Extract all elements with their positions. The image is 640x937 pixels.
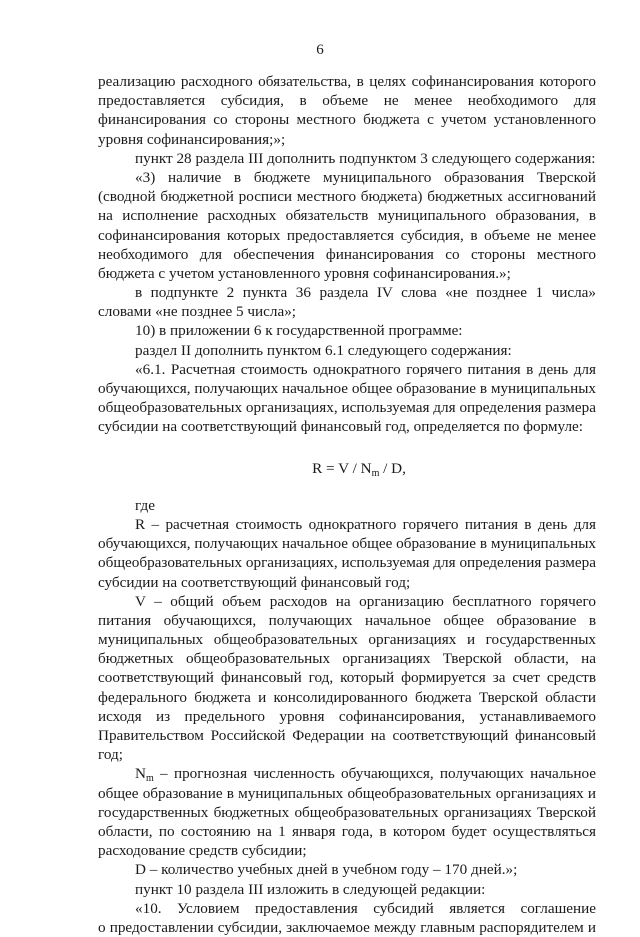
text-line: год; — [98, 746, 123, 764]
text-line: (сводной бюджетной росписи местного бюджета) бюджетных ассигнований — [98, 188, 596, 206]
subscript: m — [145, 773, 154, 784]
text-line: пункт 28 раздела III дополнить подпунктом 3 следующего содержания: — [135, 149, 596, 167]
text-line: общеобразовательных организациях, используемая для определения размера — [98, 554, 596, 572]
text-line — [98, 764, 596, 783]
document-body — [98, 72, 596, 937]
text-line: исходя из предельного уровня софинансирования, устанавливаемого — [98, 707, 596, 725]
text-line: на исполнение расходных обязательств муниципального образования, в — [98, 207, 596, 225]
text-line: софинансирования которых предоставляется субсидия, в объеме не менее — [98, 226, 596, 244]
text-line: V – общий объем расходов на организацию бесплатного горячего — [135, 592, 596, 610]
formula-line — [98, 459, 596, 478]
text-line: Правительством Российской Федерации на соответствующий финансовый — [98, 727, 596, 744]
text-line: бюджета с учетом установленного уровня софинансирования.»; — [98, 264, 511, 282]
text-line: обучающихся, получающих начальное общее образование в муниципальных — [98, 380, 596, 397]
text-line: «6.1. Расчетная стоимость однократного горячего питания в день для — [135, 360, 596, 378]
text-line: бюджетных общеобразовательных организациях Тверской области, на — [98, 650, 596, 668]
text-line: субсидии на соответствующий финансовый год; — [98, 573, 411, 591]
text-line: муниципальных общеобразовательных организациях и государственных — [98, 631, 596, 649]
text-line: R – расчетная стоимость однократного горячего питания в день для — [135, 515, 596, 533]
text-line: необходимого для обеспечения финансирования со стороны местного — [98, 245, 596, 263]
text-line: пункт 10 раздела III изложить в следующей редакции: — [135, 880, 486, 898]
text-line: общеобразовательных организациях, используемая для определения размера — [98, 399, 596, 417]
text-line: уровня софинансирования;»; — [98, 130, 286, 148]
text-fragment: / D, — [379, 459, 406, 477]
text-line: федерального бюджета и консолидированного бюджета Тверской области — [98, 688, 596, 706]
text-line: «10. Условием предоставления субсидий является соглашение — [135, 899, 596, 917]
text-fragment: R = V / N — [312, 459, 372, 477]
text-line: обучающихся, получающих начальное общее образование в муниципальных — [98, 535, 596, 553]
text-line: словами «не позднее 5 числа»; — [98, 303, 297, 321]
text-line: общее образование в муниципальных общеобразовательных организациях и — [98, 784, 596, 802]
text-line: соответствующий финансовый год, который формируется за счет средств — [98, 669, 596, 687]
text-line: где — [135, 496, 155, 514]
text-line: расходование средств субсидии; — [98, 842, 307, 860]
text-fragment: – прогнозная численность обучающихся, получающих начальное — [153, 765, 596, 783]
page-number: 6 — [316, 42, 324, 58]
text-line: 10) в приложении 6 к государственной программе: — [135, 322, 463, 340]
text-fragment: N — [135, 765, 146, 783]
text-line: субсидии на соответствующий финансовый год, определяется по формуле: — [98, 418, 583, 436]
text-line: реализацию расходного обязательства, в целях софинансирования которого — [98, 73, 596, 90]
text-line: «3) наличие в бюджете муниципального образования Тверской — [135, 168, 596, 186]
text-line: D – количество учебных дней в учебном году – 170 дней.»; — [135, 861, 518, 879]
text-line: финансирования со стороны местного бюджета с учетом установленного — [98, 111, 596, 129]
text-line: области, по состоянию на 1 января года, в котором будет осуществляться — [98, 822, 596, 840]
text-line: предоставляется субсидия, в объеме не менее необходимого для — [98, 92, 596, 110]
subscript: m — [371, 467, 380, 479]
text-line: в подпункте 2 пункта 36 раздела IV слова «не позднее 1 числа» — [135, 284, 596, 302]
text-line: государственных бюджетных общеобразовательных организациях Тверской — [98, 803, 596, 821]
text-line: о предоставлении субсидии, заключаемое между главным распорядителем и — [98, 918, 596, 936]
text-line: раздел II дополнить пунктом 6.1 следующего содержания: — [135, 341, 512, 359]
text-line: питания обучающихся, получающих начальное общее образование в — [98, 611, 596, 629]
